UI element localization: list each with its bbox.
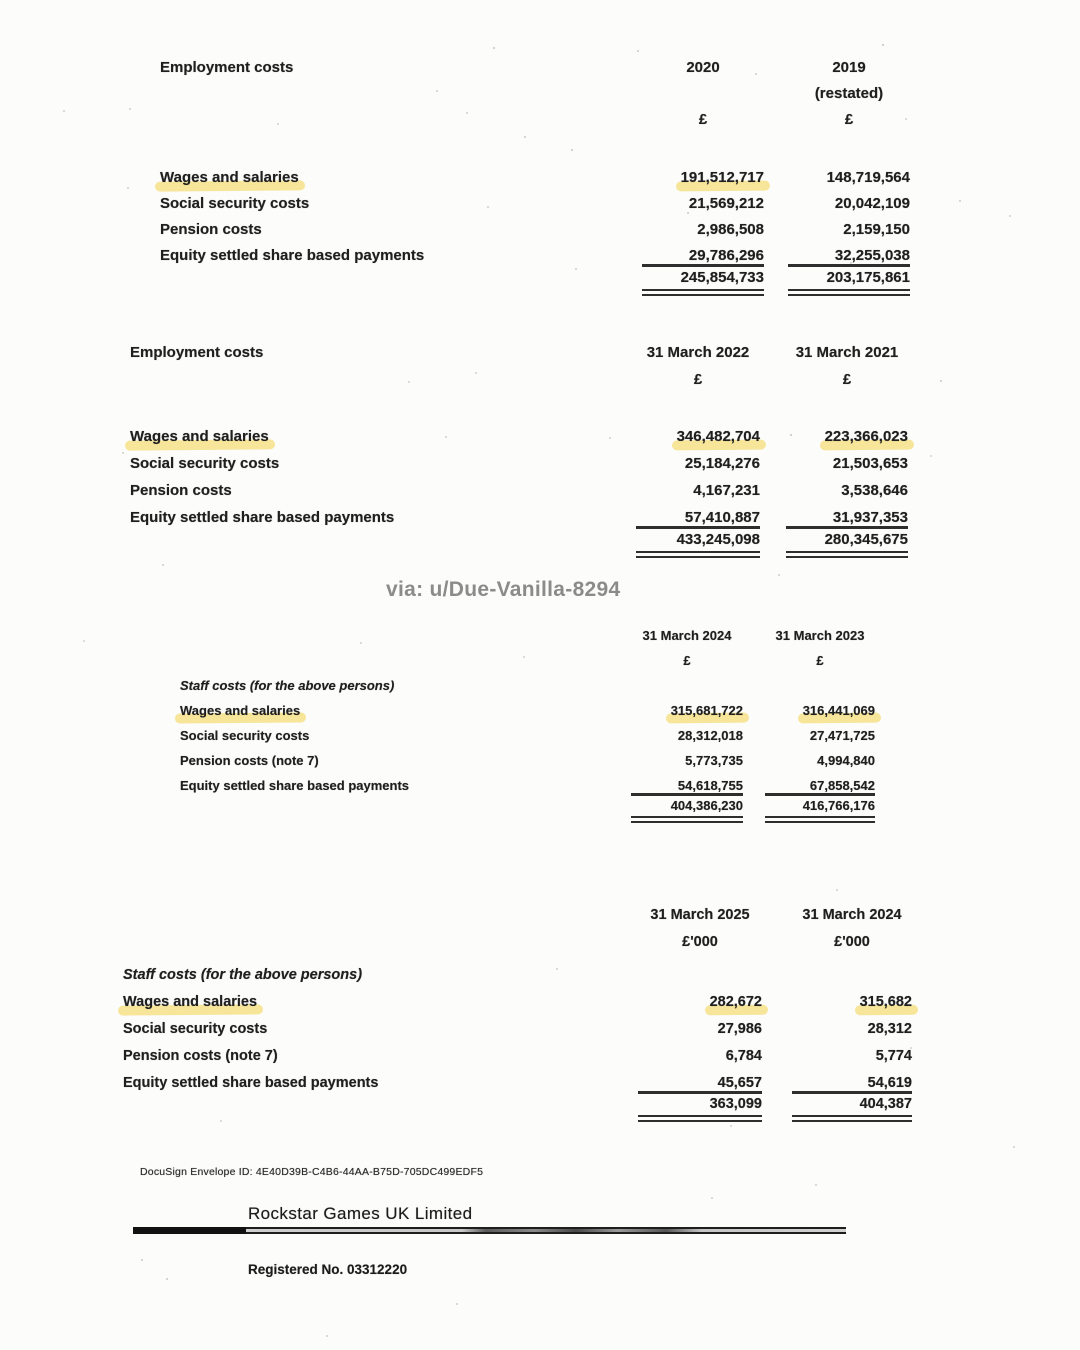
total-value: 416,766,176 [802,798,875,813]
currency-unit: £ [698,111,708,128]
table-title: Employment costs [160,59,294,76]
currency-units-row [130,361,908,388]
section-heading-row [123,956,912,983]
row-label: Pension costs (note 7) [123,1048,278,1064]
currency-units-row [160,102,910,128]
row-value: 32,255,038 [834,247,910,264]
table-total-row [123,1091,912,1122]
row-label: Social security costs [160,195,310,212]
row-label: Pension costs (note 7) [180,753,319,768]
row-value: 346,482,704 [676,428,760,445]
row-label: Social security costs [123,1021,268,1037]
row-label: Wages and salaries [130,428,269,445]
row-value: 28,312 [867,1021,912,1037]
currency-unit: £'000 [834,934,870,950]
row-value: 54,619 [867,1075,912,1091]
table-total-row [160,264,910,296]
row-value: 21,503,653 [832,455,908,472]
reddit-watermark: via: u/Due-Vanilla-8294 [386,578,621,601]
column-header-year-1: 31 March 2024 [642,628,732,643]
table-row [180,743,875,768]
table-row [160,212,910,238]
currency-units-row [123,923,912,950]
row-label: Wages and salaries [180,703,301,718]
docusign-envelope-id: DocuSign Envelope ID: 4E40D39B-C4B6-44AA-B75D-705DC499EDF5 [140,1166,484,1178]
company-name: Rockstar Games UK Limited [248,1204,473,1223]
table-row [123,983,912,1010]
row-value: 4,994,840 [817,753,875,768]
row-value: 315,681,722 [670,703,743,718]
total-value: 203,175,861 [826,269,910,286]
column-header-year-1: 31 March 2025 [650,907,750,923]
row-label: Equity settled share based payments [130,509,395,526]
staff-costs-table-2025-2024 [123,896,912,1122]
row-value: 45,657 [717,1075,762,1091]
table-total-row [130,526,908,558]
currency-unit: £ [844,111,854,128]
currency-unit: £ [816,653,824,668]
row-label: Wages and salaries [160,169,299,186]
section-heading: Staff costs (for the above persons) [123,967,363,983]
row-value: 223,366,023 [824,428,908,445]
employment-costs-table-2022-2021 [130,334,908,558]
table-header-row [160,50,910,76]
row-value: 28,312,018 [677,728,743,743]
footer-rule-bar [246,1227,846,1234]
column-header-year-2: 2019 [832,59,866,76]
table-row [160,160,910,186]
table-row [130,499,908,526]
row-value: 148,719,564 [826,169,910,186]
row-value: 315,682 [859,994,912,1010]
row-value: 191,512,717 [680,169,764,186]
row-label: Wages and salaries [123,994,258,1010]
row-value: 5,773,735 [685,753,743,768]
column-header-year-1: 2020 [686,59,720,76]
table-row [160,238,910,264]
total-value: 280,345,675 [824,531,908,548]
column-header-year-1: 31 March 2022 [646,344,750,361]
row-value: 27,471,725 [809,728,875,743]
row-label: Social security costs [180,728,310,743]
total-value: 363,099 [709,1096,762,1112]
row-label: Social security costs [130,455,280,472]
row-value: 2,986,508 [697,221,764,238]
restated-note: (restated) [814,85,884,102]
spacer [130,388,908,418]
row-value: 4,167,231 [693,482,760,499]
row-value: 21,569,212 [688,195,764,212]
row-value: 25,184,276 [684,455,760,472]
row-value: 6,784 [725,1048,762,1064]
staff-costs-table-2024-2023 [180,618,875,823]
column-header-year-2: 31 March 2021 [795,344,899,361]
table-subheader-row [160,76,910,102]
column-header-year-2: 31 March 2024 [802,907,902,923]
row-value: 2,159,150 [843,221,910,238]
table-total-row [180,793,875,823]
table-row [180,718,875,743]
scan-noise-specks [0,0,2,2]
employment-costs-table-2020-2019 [160,50,910,296]
table-row [130,418,908,445]
row-value: 27,986 [717,1021,762,1037]
table-header-row [130,334,908,361]
row-value: 316,441,069 [802,703,875,718]
currency-units-row [180,643,875,668]
total-value: 404,386,230 [670,798,743,813]
total-value: 245,854,733 [680,269,764,286]
table-row [123,1037,912,1064]
row-label: Equity settled share based payments [160,247,425,264]
row-label: Pension costs [130,482,232,499]
row-value: 20,042,109 [834,195,910,212]
table-row [130,472,908,499]
row-label: Equity settled share based payments [123,1075,379,1091]
table-header-row [123,896,912,923]
table-row [123,1010,912,1037]
row-value: 282,672 [709,994,762,1010]
row-value: 29,786,296 [688,247,764,264]
currency-unit: £ [693,371,703,388]
total-value: 433,245,098 [676,531,760,548]
section-heading-row [180,668,875,693]
row-value: 67,858,542 [809,778,875,793]
section-heading: Staff costs (for the above persons) [180,678,395,693]
table-header-row [180,618,875,643]
row-label: Pension costs [160,221,262,238]
table-row [130,445,908,472]
row-value: 3,538,646 [841,482,908,499]
row-value: 54,618,755 [677,778,743,793]
currency-unit: £'000 [682,934,718,950]
table-row [180,768,875,793]
spacer [160,128,910,160]
row-value: 31,937,353 [832,509,908,526]
registered-number: Registered No. 03312220 [248,1262,408,1277]
table-row [123,1064,912,1091]
row-value: 5,774 [875,1048,912,1064]
currency-unit: £ [683,653,691,668]
column-header-year-2: 31 March 2023 [775,628,865,643]
footer-rule-solid-segment [133,1227,246,1234]
table-title: Employment costs [130,344,264,361]
total-value: 404,387 [859,1096,912,1112]
row-label: Equity settled share based payments [180,778,410,793]
table-row [160,186,910,212]
row-value: 57,410,887 [684,509,760,526]
currency-unit: £ [842,371,852,388]
table-row [180,693,875,718]
